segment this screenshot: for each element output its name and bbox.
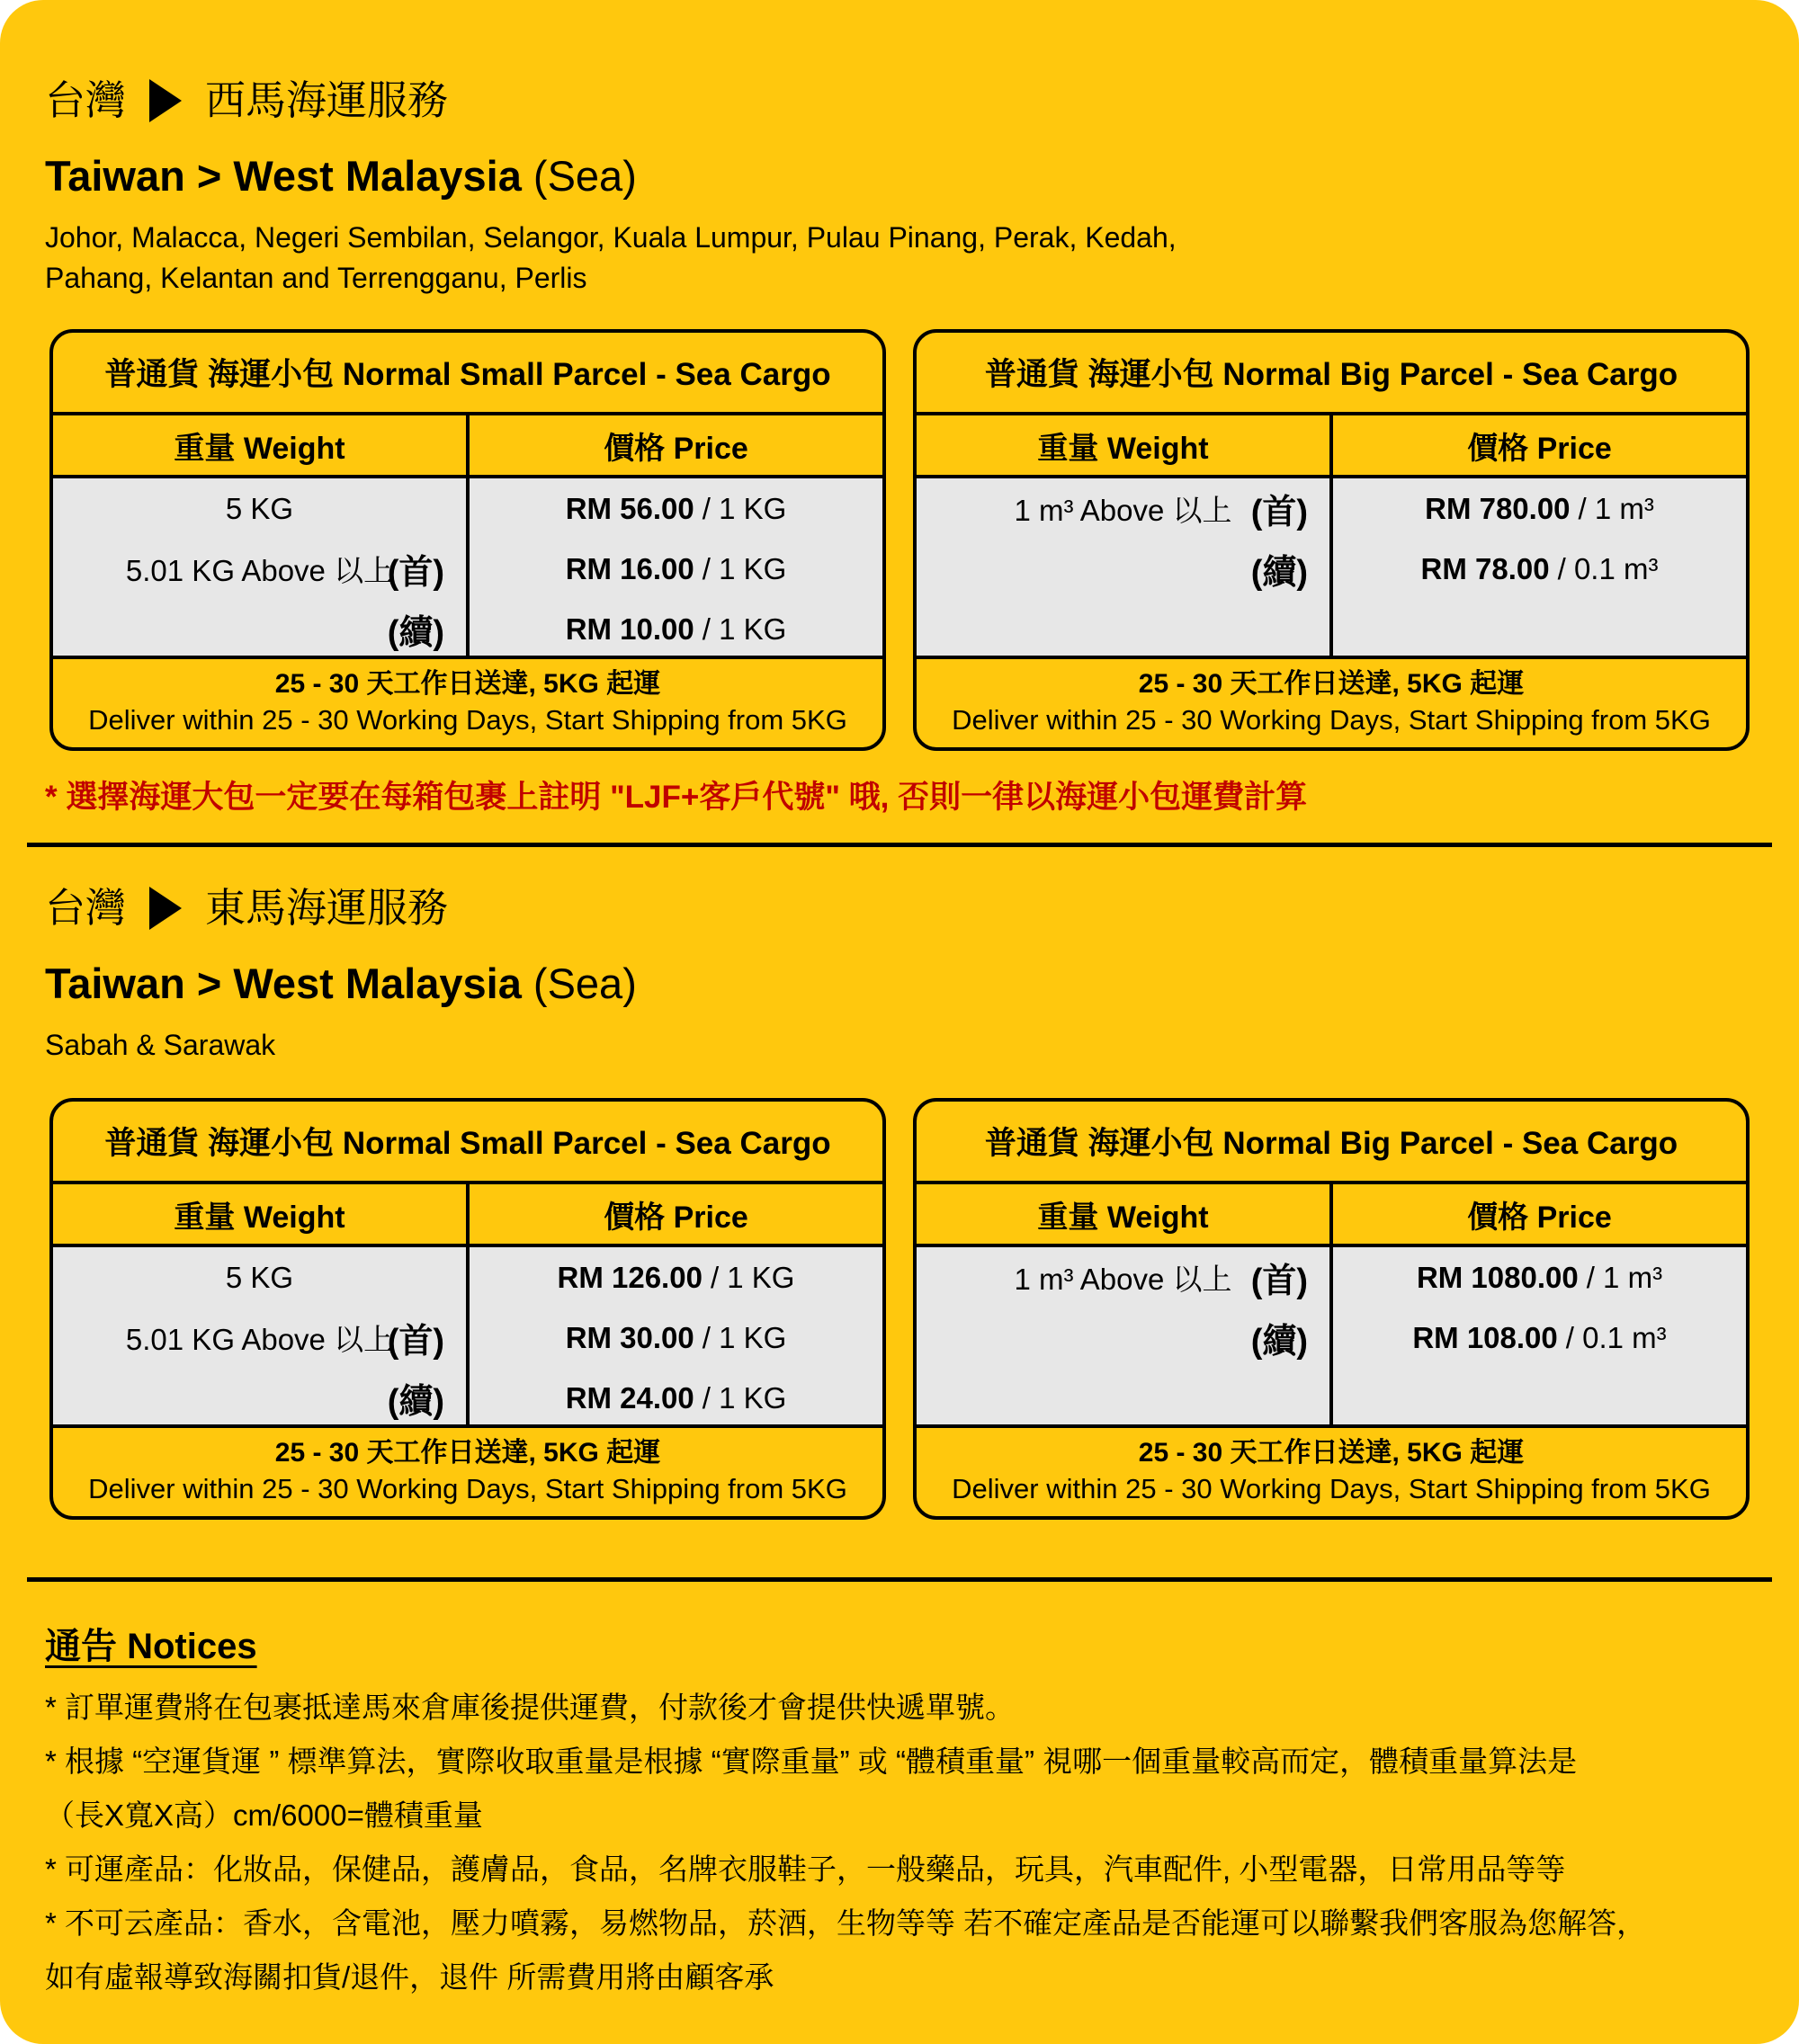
price-cell	[1333, 478, 1746, 539]
price-column-header: 價格 Price	[1329, 415, 1746, 475]
origin-label: 台灣	[45, 77, 127, 123]
weight-cell	[53, 539, 466, 599]
coverage-line: Johor, Malacca, Negeri Sembilan, Selangor, Kuala Lumpur, Pulau Pinang, Perak, Kedah,	[45, 221, 1177, 254]
tier-tag: (續)	[1250, 554, 1308, 592]
notices-heading: 通告 Notices	[45, 1627, 257, 1666]
price-unit: / 1 m³	[1578, 491, 1654, 525]
route-heading	[0, 957, 1799, 1011]
rate-table-big-parcel	[913, 329, 1750, 751]
price-column	[466, 478, 882, 656]
table-body	[917, 1247, 1746, 1428]
price-amount: RM 780.00	[1425, 491, 1571, 525]
price-unit: / 1 KG	[710, 1260, 795, 1294]
notice-item: （長X寬X高）cm/6000=體積重量	[45, 1799, 483, 1832]
tier-tag: (首)	[1250, 494, 1308, 531]
play-arrow-icon	[149, 887, 182, 930]
notice-item: * 可運產品：化妝品，保健品，護膚品，食品，名牌衣服鞋子，一般藥品，玩具，汽車配件, 小型電器，日常用品等等	[45, 1852, 1566, 1886]
price-unit: / 0.1 m³	[1557, 551, 1659, 585]
delivery-note-zh: 25 - 30 天工作日送達, 5KG 起運	[1138, 1438, 1525, 1468]
rate-tables	[0, 1098, 1799, 1520]
weight-cell	[53, 1247, 466, 1308]
service-label: 東馬海運服務	[205, 885, 449, 931]
price-column	[1329, 478, 1746, 656]
weight-column-header: 重量 Weight	[1037, 1200, 1209, 1235]
table-footer	[917, 659, 1746, 747]
weight-cell	[53, 599, 466, 659]
table-body	[917, 478, 1746, 659]
coverage-areas	[0, 1025, 1799, 1066]
delivery-note-en: Deliver within 25 - 30 Working Days, Start Shipping from 5KG	[952, 704, 1711, 736]
weight-column	[917, 478, 1329, 656]
play-arrow-icon	[149, 79, 182, 122]
rate-table-big-parcel	[913, 1098, 1750, 1520]
route-text: Taiwan > West Malaysia	[45, 152, 522, 200]
price-unit: / 1 KG	[702, 491, 787, 525]
notice-item: * 不可云產品：香水，含電池，壓力噴霧，易燃物品，菸酒，生物等等 若不確定產品是否能運可以聯繫我們客服為您解答，	[45, 1906, 1647, 1940]
notices-section	[0, 1582, 1799, 2004]
table-title: 普通貨 海運小包 Normal Small Parcel - Sea Cargo	[53, 333, 882, 415]
delivery-note-en: Deliver within 25 - 30 Working Days, Start Shipping from 5KG	[88, 704, 847, 736]
price-column-header: 價格 Price	[1329, 1184, 1746, 1244]
weight-value: 5.01 KG Above 以上	[125, 1323, 394, 1356]
price-unit: / 1 KG	[702, 1320, 787, 1354]
tier-tag: (首)	[387, 554, 444, 592]
table-header	[917, 415, 1746, 478]
weight-cell	[917, 539, 1329, 599]
table-footer	[917, 1428, 1746, 1516]
price-column	[1329, 1247, 1746, 1424]
price-unit: / 1 m³	[1586, 1260, 1663, 1294]
price-amount: RM 30.00	[565, 1320, 694, 1354]
section-title-zh	[0, 883, 1799, 933]
table-header	[917, 1184, 1746, 1247]
weight-column-header: 重量 Weight	[174, 431, 345, 466]
coverage-line: Sabah & Sarawak	[45, 1029, 276, 1061]
tier-tag: (續)	[1250, 1323, 1308, 1361]
price-cell	[470, 1308, 882, 1368]
service-label: 西馬海運服務	[205, 77, 449, 123]
origin-label: 台灣	[45, 885, 127, 931]
rate-tables	[0, 329, 1799, 751]
weight-cell	[53, 478, 466, 539]
delivery-note-en: Deliver within 25 - 30 Working Days, Start Shipping from 5KG	[952, 1473, 1711, 1504]
price-amount: RM 24.00	[565, 1380, 694, 1415]
section-west-malaysia	[0, 76, 1799, 847]
price-cell	[470, 1247, 882, 1308]
price-cell	[1333, 539, 1746, 599]
weight-column	[917, 1247, 1329, 1424]
weight-column	[53, 478, 466, 656]
section-divider	[27, 843, 1772, 847]
notice-item: 如有虛報導致海關扣貨/退件，退件 所需費用將由顧客承	[45, 1960, 774, 1994]
price-column	[466, 1247, 882, 1424]
rate-table-small-parcel	[49, 329, 886, 751]
price-unit: / 1 KG	[702, 611, 787, 646]
price-cell	[470, 599, 882, 659]
weight-column-header: 重量 Weight	[174, 1200, 345, 1235]
route-mode: (Sea)	[533, 960, 637, 1007]
table-footer	[53, 1428, 882, 1516]
price-unit: / 1 KG	[702, 551, 787, 585]
route-text: Taiwan > West Malaysia	[45, 960, 522, 1007]
delivery-note-zh: 25 - 30 天工作日送達, 5KG 起運	[274, 1438, 661, 1468]
table-title: 普通貨 海運小包 Normal Big Parcel - Sea Cargo	[917, 1102, 1746, 1184]
weight-cell	[53, 1368, 466, 1428]
weight-cell	[53, 1308, 466, 1368]
weight-column-header: 重量 Weight	[1037, 431, 1209, 466]
table-body	[53, 1247, 882, 1428]
route-heading	[0, 149, 1799, 203]
coverage-line: Pahang, Kelantan and Terrengganu, Perlis	[45, 262, 587, 294]
price-amount: RM 10.00	[565, 611, 694, 646]
section-title-zh	[0, 76, 1799, 126]
weight-column	[53, 1247, 466, 1424]
table-body	[53, 478, 882, 659]
price-amount: RM 126.00	[557, 1260, 703, 1294]
notices-list	[0, 1681, 1799, 2004]
table-footer	[53, 659, 882, 747]
delivery-note-zh: 25 - 30 天工作日送達, 5KG 起運	[1138, 669, 1525, 699]
weight-value: 5 KG	[225, 1260, 294, 1294]
weight-value: 1 m³ Above 以上	[1014, 1263, 1232, 1296]
table-title: 普通貨 海運小包 Normal Big Parcel - Sea Cargo	[917, 333, 1746, 415]
section-east-malaysia	[0, 883, 1799, 1582]
weight-cell	[917, 478, 1329, 539]
weight-value: 5.01 KG Above 以上	[125, 554, 394, 587]
price-amount: RM 78.00	[1420, 551, 1550, 585]
delivery-note-zh: 25 - 30 天工作日送達, 5KG 起運	[274, 669, 661, 699]
price-cell	[1333, 1308, 1746, 1368]
notice-item: * 訂單運費將在包裹抵達馬來倉庫後提供運費，付款後才會提供快遞單號。	[45, 1691, 1016, 1724]
weight-cell	[917, 1247, 1329, 1308]
tier-tag: (續)	[387, 614, 444, 652]
price-amount: RM 1080.00	[1416, 1260, 1579, 1294]
price-column-header: 價格 Price	[466, 415, 882, 475]
coverage-areas	[0, 218, 1799, 299]
weight-cell	[917, 1308, 1329, 1368]
tier-tag: (首)	[387, 1323, 444, 1361]
route-mode: (Sea)	[533, 152, 637, 200]
price-amount: RM 16.00	[565, 551, 694, 585]
price-column-header: 價格 Price	[466, 1184, 882, 1244]
table-header	[53, 415, 882, 478]
price-amount: RM 56.00	[565, 491, 694, 525]
price-cell	[1333, 1247, 1746, 1308]
price-cell	[470, 539, 882, 599]
table-title: 普通貨 海運小包 Normal Small Parcel - Sea Cargo	[53, 1102, 882, 1184]
table-header	[53, 1184, 882, 1247]
delivery-note-en: Deliver within 25 - 30 Working Days, Start Shipping from 5KG	[88, 1473, 847, 1504]
weight-value: 5 KG	[225, 491, 294, 525]
big-parcel-warning: * 選擇海運大包一定要在每箱包裹上註明 "LJF+客戶代號" 哦, 否則一律以海運小包運費計算	[45, 780, 1308, 815]
price-cell	[470, 1368, 882, 1428]
price-unit: / 1 KG	[702, 1380, 787, 1415]
weight-value: 1 m³ Above 以上	[1014, 494, 1232, 527]
notice-item: * 根據 “空運貨運 ” 標準算法，實際收取重量是根據 “實際重量” 或 “體積重量” 視哪一個重量較高而定，體積重量算法是	[45, 1745, 1578, 1778]
tier-tag: (續)	[387, 1383, 444, 1421]
price-cell	[470, 478, 882, 539]
price-amount: RM 108.00	[1412, 1320, 1558, 1354]
tier-tag: (首)	[1250, 1263, 1308, 1300]
price-unit: / 0.1 m³	[1565, 1320, 1667, 1354]
rate-table-small-parcel	[49, 1098, 886, 1520]
